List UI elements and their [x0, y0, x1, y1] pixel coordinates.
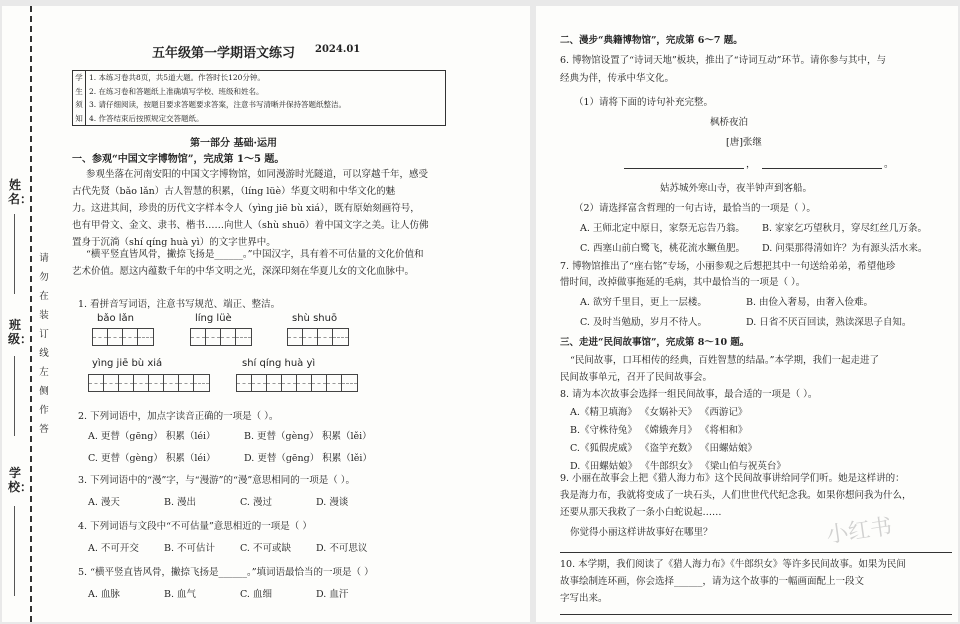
q10-line: 故事绘制连环画，你会选择______，请为这个故事的一幅画面配上一段文: [560, 576, 865, 587]
option-7a[interactable]: A. 欲穷千里目，更上一层楼。: [580, 297, 707, 308]
pinyin-answer-grid[interactable]: [236, 374, 358, 392]
option-6b[interactable]: B. 家家乞巧望秋月，穿尽红丝几万条。: [762, 223, 928, 234]
notice-box: [72, 70, 446, 126]
school-blank[interactable]: [14, 506, 15, 596]
binding-warning-char: 左: [39, 367, 49, 378]
option-8b[interactable]: B.《守株待兔》 《嫦娥奔月》 《将相和》: [570, 425, 748, 436]
option-8c[interactable]: C.《狐假虎威》 《盗竽充数》 《田螺姑娘》: [570, 443, 757, 454]
pinyin-label: shù shuō: [292, 313, 338, 324]
option-7c[interactable]: C. 及时当勉励，岁月不待人。: [580, 317, 707, 328]
option-8a[interactable]: A.《精卫填海》 《女娲补天》 《西游记》: [570, 407, 748, 418]
pinyin-answer-grid[interactable]: [190, 328, 252, 346]
poem-blank-2[interactable]: [762, 168, 882, 169]
q6-2: （2）请选择富含哲理的一句古诗，最恰当的一项是（ ）。: [574, 203, 816, 214]
q7-line: 惜时间，改掉做事拖延的毛病，其中最恰当的一项是（ ）。: [560, 277, 806, 288]
answer-divider: [560, 552, 952, 553]
option-3b[interactable]: B. 漫出: [164, 497, 197, 508]
option-8d[interactable]: D.《田螺姑娘》 《牛郎织女》 《梁山伯与祝英台》: [570, 461, 786, 472]
poem-author: [唐]张继: [726, 137, 762, 148]
class-label: 班级：: [8, 318, 33, 346]
s3-intro: 民间故事单元，召开了民间故事会。: [560, 372, 713, 383]
intro-line: 力。这进其间，珍贵的历代文字样本令人（yìng jiē bù xiá），既有原始刻画符号，: [72, 203, 420, 214]
option-6d[interactable]: D. 问渠那得清如许？为有源头活水来。: [762, 243, 928, 254]
pinyin-answer-grid[interactable]: [88, 374, 210, 392]
binding-warning-char: 装: [39, 310, 49, 321]
exam-title: 五年级第一学期语文练习: [152, 46, 296, 61]
exam-page-left: [2, 6, 530, 622]
watermark-logo: 小红书: [824, 514, 894, 549]
q10-line: 10. 本学期，我们阅读了《猎人海力布》《牛郎织女》等许多民间故事。如果为民间: [560, 559, 906, 570]
intro-line: 置身于沉淌（shí qíng huà yì）的文字世界中。: [72, 237, 276, 248]
section1-heading: 一、参观“中国文字博物馆”，完成第 1～5 题。: [72, 154, 285, 165]
question-1: 1. 看拼音写词语，注意书写规范、端正、整洁。: [78, 299, 281, 310]
class-blank[interactable]: [14, 356, 15, 436]
notice-item: 4. 作答结束后按照规定交答题纸。: [89, 113, 204, 123]
option-5a[interactable]: A. 血脉: [88, 589, 120, 600]
intro-line: 古代先贤（bǎo lǎn）古人智慧的积累，（líng lüè）华夏文明和中华文化的魅: [72, 186, 396, 197]
poem-period: 。: [884, 159, 894, 170]
option-6c[interactable]: C. 西塞山前白鹭飞，桃花流水鳜鱼肥。: [580, 243, 745, 254]
option-2c[interactable]: C. 更替（gèng） 积累（léi）: [88, 453, 216, 464]
binding-warning-char: 订: [39, 329, 49, 340]
poem-line: 姑苏城外寒山寺，夜半钟声到客船。: [660, 183, 813, 194]
intro-line: 参观坐落在河南安阳的中国文字博物馆，如同漫游时光隧道，可以穿越千年，感受: [86, 169, 429, 180]
q6-1: （1）请将下面的诗句补充完整。: [574, 97, 714, 108]
q9-line: 我是海力布，我就将变成了一块石头，人们世世代代纪念我。如果你想问我为什么，: [560, 490, 912, 501]
question-4: 4. 下列词语与文段中“不可估量”意思相近的一项是（ ）: [78, 521, 312, 532]
option-2b[interactable]: B. 更替（gèng） 积累（lěi）: [244, 431, 372, 442]
question-3: 3. 下列词语中的“漫”字，与“漫游”的“漫”意思相同的一项是（ ）。: [78, 475, 355, 486]
question-8: 8. 请为本次故事会选择一组民间故事，最合适的一项是（ ）。: [560, 389, 818, 400]
pinyin-answer-grid[interactable]: [287, 328, 349, 346]
section3-heading: 三、走进“民间故事馆”，完成第 8～10 题。: [560, 337, 750, 348]
poem-blank-1[interactable]: [624, 168, 744, 169]
school-label: 学校：: [8, 466, 33, 494]
question-5: 5. “横平竖直皆风骨，撇捺飞扬是______。”填词语最恰当的一项是（ ）: [78, 567, 374, 578]
notice-item: 3. 请仔细阅读，按题目要求答题要求答案，注意书写清晰并保持答题纸整洁。: [89, 100, 347, 109]
option-2a[interactable]: A. 更替（gēng） 积累（léi）: [88, 431, 216, 442]
q9-line: 9. 小丽在故事会上把《猎人海力布》这个民间故事讲给同学们听。她是这样讲的：: [560, 473, 905, 484]
question-2: 2. 下列词语中，加点字读音正确的一项是（ ）。: [78, 411, 279, 422]
option-3c[interactable]: C. 漫过: [240, 497, 272, 508]
option-7b[interactable]: B. 由俭入奢易，由奢入俭难。: [746, 297, 874, 308]
notice-item: 2. 在练习卷和答题纸上准确填写学校、班级和姓名。: [89, 86, 264, 96]
intro-line: 也有甲骨文、金文、隶书、楷书……向世人（shù shuō）着中国文字之美。让人仿佛: [72, 220, 429, 231]
name-blank[interactable]: [14, 214, 15, 294]
notice-side-label: 学 生 须 知: [73, 71, 86, 125]
binding-dashed-line: [30, 6, 32, 622]
option-3d[interactable]: D. 漫谈: [316, 497, 349, 508]
part-heading: 第一部分 基础·运用: [190, 138, 277, 149]
option-4d[interactable]: D. 不可思议: [316, 543, 368, 554]
section2-heading: 二、漫步“典籍博物馆”，完成第 6～7 题。: [560, 35, 743, 46]
poem-comma: ，: [746, 159, 756, 170]
pinyin-label: bǎo lǎn: [97, 313, 135, 324]
binding-warning-char: 作: [39, 405, 49, 416]
q6-line: 经典为伴，传承中华文化。: [560, 73, 675, 84]
answer-line[interactable]: [560, 614, 952, 615]
binding-warning-char: 侧: [39, 386, 49, 397]
q9-ask: 你觉得小丽这样讲故事好在哪里？: [570, 527, 713, 538]
pinyin-answer-grid[interactable]: [92, 328, 154, 346]
option-5d[interactable]: D. 血汗: [316, 589, 349, 600]
option-4c[interactable]: C. 不可或缺: [240, 543, 291, 554]
q10-line: 字写出来。: [560, 593, 608, 604]
q6-line: 6. 博物馆设置了“诗词天地”板块，推出了“诗词互动”环节。请你参与其中，与: [560, 55, 887, 66]
binding-warning-char: 请: [39, 253, 49, 264]
option-2d[interactable]: D. 更替（gēng） 积累（lěi）: [244, 453, 372, 464]
option-3a[interactable]: A. 漫天: [88, 497, 120, 508]
option-5b[interactable]: B. 血气: [164, 589, 197, 600]
binding-warning-char: 线: [39, 348, 49, 359]
exam-page-right: [536, 6, 958, 622]
quote-line: 艺术价值。愿这内蕴数千年的中华文明之光，深深印刻在华夏儿女的文化血脉中。: [72, 266, 415, 277]
name-label: 姓名：: [8, 178, 33, 206]
option-6a[interactable]: A. 王师北定中原日，家祭无忘告乃翁。: [580, 223, 745, 234]
s3-intro: “民间故事，口耳相传的经典，百姓智慧的结晶。”本学期，我们一起走进了: [570, 355, 879, 366]
option-5c[interactable]: C. 血细: [240, 589, 272, 600]
notice-item: 1. 本练习卷共8页，共5道大题。作答时长120分钟。: [89, 73, 265, 82]
exam-date: 2024.01: [315, 44, 361, 55]
poem-title: 枫桥夜泊: [710, 117, 749, 128]
binding-warning-char: 在: [39, 291, 49, 302]
option-7d[interactable]: D. 日省不厌百回读，熟读深思子自知。: [746, 317, 912, 328]
binding-warning-char: 勿: [39, 272, 49, 283]
q9-line: 还要从那天我救了一条小白蛇说起……: [560, 507, 722, 518]
pinyin-label: líng lüè: [195, 313, 232, 324]
quote-line: “横平竖直皆风骨，撇捺飞扬是______。”中国汉字，具有着不可估量的文化价值和: [86, 249, 424, 260]
q7-line: 7. 博物馆推出了“座右铭”专场，小丽参观之后想把其中一句送给弟弟，希望他珍: [560, 261, 896, 272]
pinyin-label: shí qíng huà yì: [242, 358, 316, 369]
option-4a[interactable]: A. 不可开交: [88, 543, 139, 554]
binding-warning-char: 答: [39, 424, 49, 435]
option-4b[interactable]: B. 不可估计: [164, 543, 216, 554]
pinyin-label: yìng jiē bù xiá: [92, 358, 163, 369]
